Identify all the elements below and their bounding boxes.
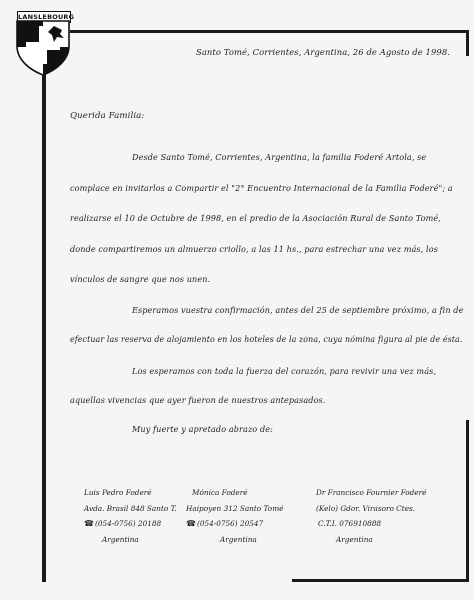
signature-block xyxy=(84,485,177,547)
family-crest xyxy=(14,10,75,76)
letter-greeting: Querida Familia: xyxy=(70,111,145,121)
signature-address: Avda. Brasil 848 Santo T. xyxy=(84,503,177,513)
signature-phone: C.T.I. 076910888 xyxy=(318,519,382,528)
frame-bottom-rule xyxy=(292,579,469,582)
paragraph-3-line-1: Los esperamos con toda la fuerza del corazón, para revivir una vez más, xyxy=(132,366,437,376)
signature-address: Haipoyen 312 Santo Tomé xyxy=(186,503,284,513)
paragraph-1-line-3: realizarse el 10 de Octubre de 1998, en el predio de la Asociación Rural de Santo Tomé, xyxy=(70,213,441,223)
signature-name: Luis Pedro Foderé xyxy=(84,488,152,497)
signature-phone: ☎ (054-0756) 20188 xyxy=(84,516,177,532)
crest-title: LANSLEBOURG xyxy=(18,13,75,21)
signature-country: Argentina xyxy=(220,534,257,544)
signature-address: (Kelo) Gdor. Virasoro Ctes. xyxy=(316,503,416,513)
signature-block xyxy=(186,485,283,547)
frame-right-rule xyxy=(466,420,469,582)
frame-top-rule xyxy=(70,30,468,33)
signature-name: Mónica Foderé xyxy=(192,488,248,497)
signature-block xyxy=(316,485,426,547)
letter-date: Santo Tomé, Corrientes, Argentina, 26 de Agosto de 1998. xyxy=(196,47,451,57)
paragraph-2-line-2: efectuar las reserva de alojamiento en los hoteles de la zona, cuya nómina figura al pie de ésta. xyxy=(70,335,463,344)
signature-country: Argentina xyxy=(336,534,373,544)
signature-phone: ☎ (054-0756) 20547 xyxy=(186,516,283,532)
signature-name: Dr Francisco Fournier Foderé xyxy=(316,488,427,497)
frame-top-right-rule xyxy=(466,30,469,56)
crest-shield-icon xyxy=(14,20,72,76)
paragraph-1-line-4: donde compartiremos un almuerzo criollo, a las 11 hs., para estrechar una vez más, los xyxy=(70,244,438,254)
paragraph-2-line-1: Esperamos vuestra confirmación, antes del 25 de septiembre próximo, a fin de xyxy=(132,305,464,315)
paragraph-1-line-5: vínculos de sangre que nos unen. xyxy=(70,274,211,284)
paragraph-1-line-1: Desde Santo Tomé, Corrientes, Argentina, la familia Foderé Artola, se xyxy=(132,152,427,162)
paragraph-3-line-2: aquellas vivencias que ayer fueron de nuestros antepasados. xyxy=(70,395,326,405)
phone-icon xyxy=(186,519,197,528)
signature-country: Argentina xyxy=(102,534,139,544)
phone-icon xyxy=(84,519,95,528)
letter-closing: Muy fuerte y apretado abrazo de: xyxy=(132,424,273,434)
paragraph-1-line-2: complace en invitarlos a Compartir el "2° Encuentro Internacional de la Familia Foderé"; a xyxy=(70,183,453,193)
frame-left-rule xyxy=(42,58,46,582)
